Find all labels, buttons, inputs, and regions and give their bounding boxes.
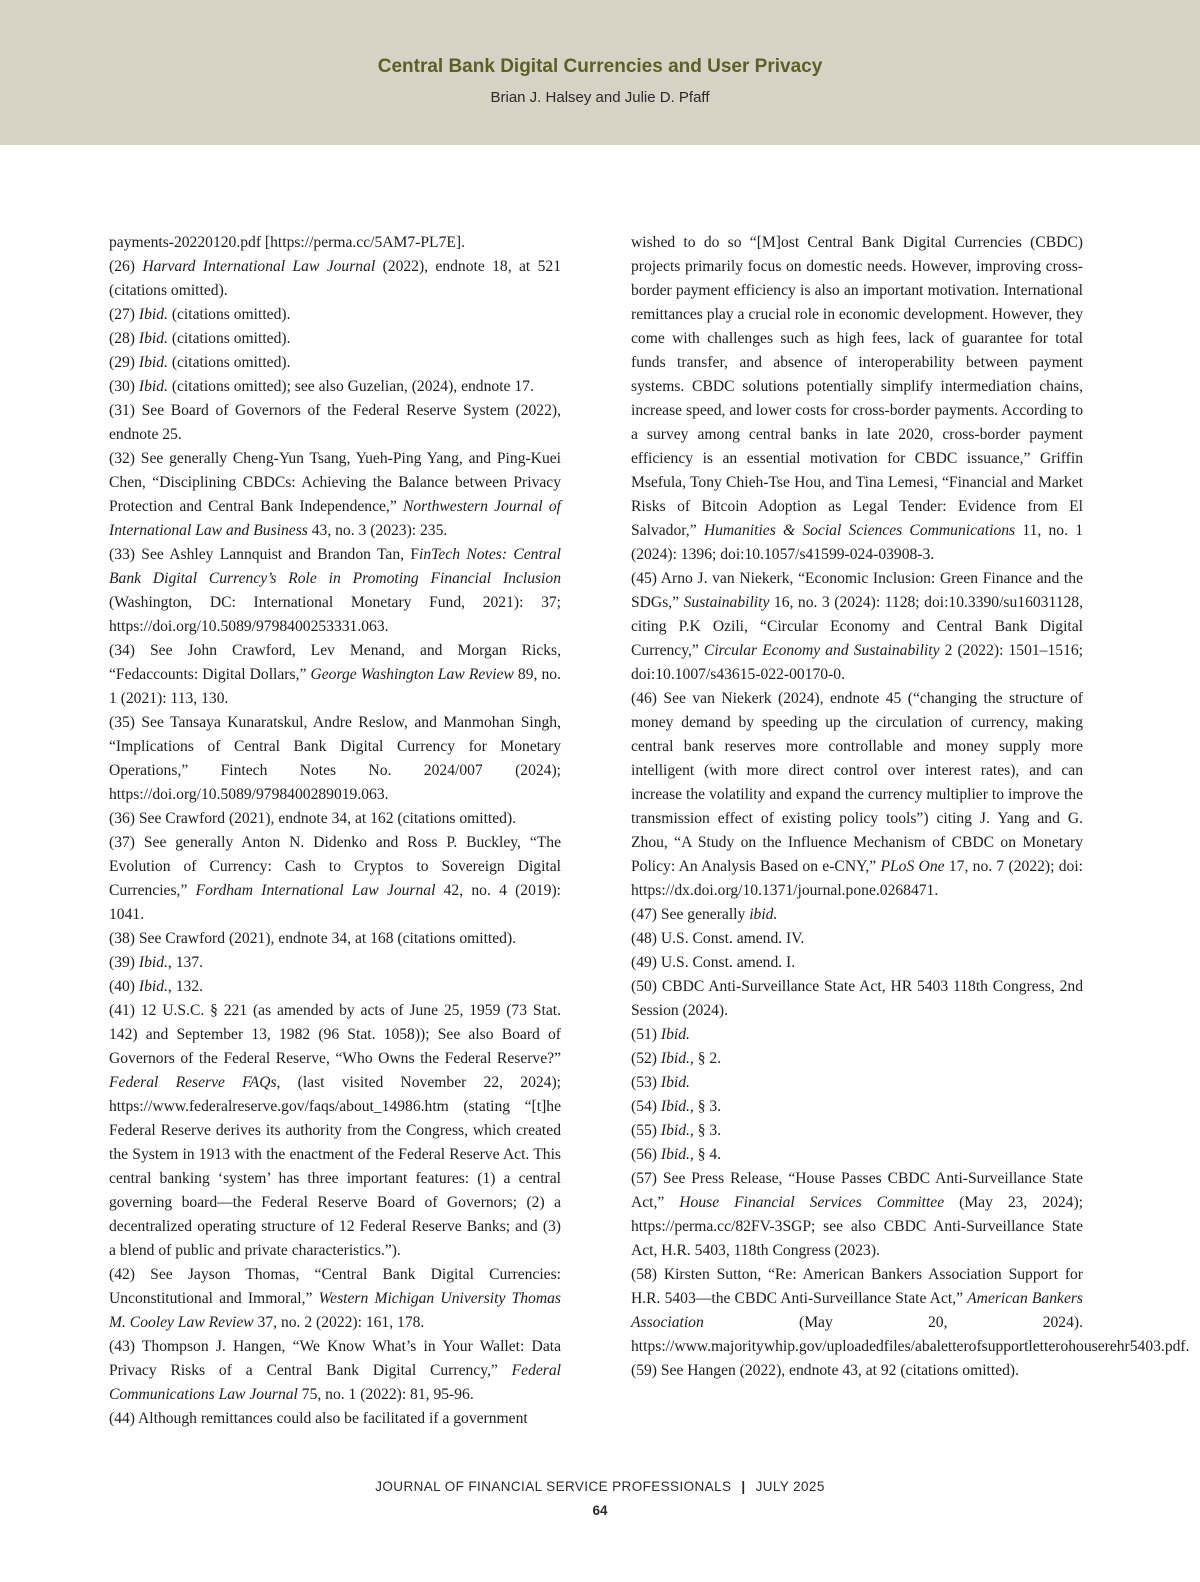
endnote-text: (35) See Tansaya Kunaratskul, Andre Reslow, and Manmohan Singh, “Implications of Central Bank Digital Currency for Monetary Operations,” Fintech Notes No. 2024/007 (2024); https://doi.org/10.5089/9798400289019.063. [109, 714, 561, 803]
endnote-text: 75, no. 1 (2022): 81, 95-96. [297, 1386, 474, 1403]
endnote-text: (42) See Jayson Thomas, “Central Bank Digital Currencies: Unconstitutional and Immoral,” [109, 1266, 561, 1307]
endnote-italic-text: Ibid. [138, 378, 168, 395]
header-banner [0, 0, 1200, 145]
endnote-italic-text: Western Michigan University Thomas M. Cooley Law Review [109, 1290, 561, 1331]
journal-name: JOURNAL OF FINANCIAL SERVICE PROFESSIONALS [375, 1479, 732, 1494]
endnote [109, 231, 561, 255]
endnote-text: 43, no. 3 (2023): 235. [307, 522, 448, 539]
endnote-text: (31) See Board of Governors of the Federal Reserve System (2022), endnote 25. [109, 402, 561, 443]
footer-separator: | [741, 1479, 746, 1494]
endnote-italic-text: Humanities & Social Sciences Communications [703, 522, 1016, 539]
endnote [631, 1143, 1083, 1167]
endnote-text: 42, no. 4 (2019): 1041. [109, 882, 561, 923]
footer [0, 1479, 1200, 1494]
endnote-text: (citations omitted). [167, 354, 291, 371]
endnote-italic-text: Northwestern Journal of International Law and Business [109, 498, 561, 539]
endnote [631, 687, 1083, 903]
endnote-italic-text: Ibid. [660, 1074, 690, 1091]
endnote [109, 327, 561, 351]
endnote-text: (37) See generally Anton N. Didenko and Ross P. Buckley, “The Evolution of Currency: Cash to Cryptos to Sovereign Digital Currencies,” [109, 834, 561, 899]
endnote [631, 231, 1083, 567]
endnote-text: (Washington, DC: International Monetary Fund, 2021): 37; https://doi.org/10.5089/9798400253331.063. [109, 594, 561, 635]
endnote [631, 1263, 1190, 1359]
endnote-text: (56) [631, 1146, 661, 1163]
article-title: Central Bank Digital Currencies and User Privacy [377, 56, 823, 77]
endnote-text: (44) Although remittances could also be facilitated if a government [109, 1410, 528, 1427]
endnote-text: (39) [109, 954, 139, 971]
endnote-text: (57) See Press Release, “House Passes CBDC Anti-Surveillance State Act,” [631, 1170, 1083, 1211]
endnote-text: 17, no. 7 (2022); doi: https://dx.doi.org/10.1371/journal.pone.0268471. [631, 858, 1083, 899]
endnote-text: (54) [631, 1098, 661, 1115]
endnote-italic-text: Ibid., [660, 1098, 694, 1115]
endnote [109, 447, 561, 543]
endnote [631, 1359, 1083, 1383]
endnote [109, 999, 561, 1263]
endnote-italic-text: Circular Economy and Sustainability [703, 642, 940, 659]
endnote-text: (47) See generally [631, 906, 750, 923]
endnote-text: (26) [109, 258, 143, 275]
endnote-text: (33) See Ashley Lannquist and Brandon Tan, F [109, 546, 419, 563]
endnote [109, 1335, 561, 1407]
endnote [109, 711, 561, 807]
endnote-italic-text: Ibid., [660, 1146, 694, 1163]
endnote-text: wished to do so “[M]ost Central Bank Digital Currencies (CBDC) projects primarily focus on domestic needs. However, improving cross-border payment efficiency is also an important motivation. International remittances play a crucial role in economic development. However, they come with challenges such as high fees, lack of guarantee for total funds transfer, and absence of interoperability between payment systems. CBDC solutions potentially simplify intermediation chains, increase speed, and lower costs for cross-border payments. According to a survey among central banks in late 2020, cross-border payment efficiency is an essential motivation for CBDC issuance,” Griffin Msefula, Tony Chieh-Tse Hou, and Tina Lemesi, “Financial and Market Risks of Bitcoin Adoption as Legal Tender: Evidence from El Salvador,” [631, 234, 1083, 539]
endnote-text: payments-20220120.pdf [https://perma.cc/5AM7-PL7E]. [109, 234, 465, 251]
endnote-text: (citations omitted). [167, 306, 291, 323]
endnote-text: (32) See generally Cheng-Yun Tsang, Yueh-Ping Yang, and Ping-Kuei Chen, “Disciplining CBDCs: Achieving the Balance between Privacy Protection and Central Bank Independence,” [109, 450, 561, 515]
endnote-text: (58) Kirsten Sutton, “Re: American Bankers Association Support for H.R. 5403—the CBDC Anti-Surveillance State Act,” [631, 1266, 1083, 1307]
endnote-text: (36) See Crawford (2021), endnote 34, at 162 (citations omitted). [109, 810, 517, 827]
endnote-text: , 137. [167, 954, 204, 971]
endnotes-left-column [109, 231, 561, 1431]
endnote-text: (citations omitted); see also Guzelian, (2024), endnote 17. [167, 378, 534, 395]
endnote-text: (34) See John Crawford, Lev Menand, and Morgan Ricks, “Fedaccounts: Digital Dollars,” [109, 642, 561, 683]
endnote [109, 255, 561, 303]
endnote-italic-text: inTech Notes: Central Bank Digital Currency’s Role in Promoting Financial Inclusion [109, 546, 561, 587]
endnote-text: (2022), endnote 18, at 521 (citations omitted). [109, 258, 561, 299]
endnote-text: (May 20, 2024). https://www.majoritywhip.gov/uploadedfiles/abaletterofsupportletterohouserehr5403.pdf. [631, 1314, 1190, 1355]
endnote-italic-text: PLoS One [880, 858, 945, 875]
endnote [109, 351, 561, 375]
endnote [109, 375, 561, 399]
endnote [631, 1023, 1083, 1047]
endnote [109, 807, 561, 831]
endnote-text: 16, no. 3 (2024): 1128; doi:10.3390/su16031128, citing P.K Ozili, “Circular Economy and Central Bank Digital Currency,” [631, 594, 1083, 659]
endnote-text: (30) [109, 378, 139, 395]
endnote [109, 639, 561, 711]
endnote [631, 903, 1083, 927]
endnote-text: (41) 12 U.S.C. § 221 (as amended by acts of June 25, 1959 (73 Stat. 142) and September 13, 1982 (96 Stat. 1058)); See also Board of Governors of the Federal Reserve, “Who Owns the Federal Reserve?” [109, 1002, 561, 1067]
endnote-italic-text: Ibid. [660, 1026, 690, 1043]
article-authors: Brian J. Halsey and Julie D. Pfaff [490, 89, 710, 106]
endnote [631, 567, 1083, 687]
endnote-text: (46) See van Niekerk (2024), endnote 45 (“changing the structure of money demand by speeding up the circulation of currency, making central bank reserves more controllable and money supply more intelligent (with more direct control over interest rates), and can increase the volatility and expand the currency multiplier to improve the transmission effect of existing policy tools”) citing J. Yang and G. Zhou, “A Study on the Influence Mechanism of CBDC on Monetary Policy: An Analysis Based on e-CNY,” [631, 690, 1083, 875]
endnote [109, 303, 561, 327]
endnote [109, 975, 561, 999]
endnote [109, 1407, 561, 1431]
endnote-italic-text: Ibid. [138, 330, 168, 347]
endnote-italic-text: Sustainability [683, 594, 770, 611]
endnote [109, 951, 561, 975]
endnote-text: (45) Arno J. van Niekerk, “Economic Inclusion: Green Finance and the SDGs,” [631, 570, 1083, 611]
endnote-italic-text: Ibid., [660, 1050, 694, 1067]
endnote-italic-text: ibid. [749, 906, 778, 923]
endnote [109, 927, 561, 951]
endnote-text: (55) [631, 1122, 661, 1139]
endnote-text: 11, no. 1 (2024): 1396; doi:10.1057/s41599-024-03908-3. [631, 522, 1083, 563]
endnote [631, 1047, 1083, 1071]
endnote [109, 399, 561, 447]
endnote-text: (28) [109, 330, 139, 347]
endnote-text: (43) Thompson J. Hangen, “We Know What’s in Your Wallet: Data Privacy Risks of a Central Bank Digital Currency,” [109, 1338, 561, 1379]
endnote-italic-text: Fordham International Law Journal [195, 882, 436, 899]
endnote-text: (51) [631, 1026, 661, 1043]
endnote-text: 89, no. 1 (2021): 113, 130. [109, 666, 561, 707]
endnote [631, 1167, 1083, 1263]
endnote-text: (52) [631, 1050, 661, 1067]
endnote [631, 1095, 1083, 1119]
endnote-text: § 4. [693, 1146, 722, 1163]
endnote-text: (29) [109, 354, 139, 371]
endnote-text: (last visited November 22, 2024); https://www.federalreserve.gov/faqs/about_14986.htm (stating “[t]he Federal Reserve derives its authority from the Congress, which created the System in 1913 with the enactment of the Federal Reserve Act. This central banking ‘system’ has three important features: (1) a central governing board—the Federal Reserve Board of Governors; (2) a decentralized operating structure of 12 Federal Reserve Banks; and (3) a blend of public and private characteristics.”). [109, 1074, 561, 1259]
endnote-italic-text: House Financial Services Committee [679, 1194, 945, 1211]
endnote-text: (38) See Crawford (2021), endnote 34, at 168 (citations omitted). [109, 930, 517, 947]
endnote [631, 975, 1083, 1023]
endnote-italic-text: American Bankers Association [631, 1290, 1084, 1331]
endnote-text: (citations omitted). [167, 330, 291, 347]
endnote-text: § 3. [693, 1122, 722, 1139]
endnote-italic-text: Ibid. [138, 354, 168, 371]
endnote [109, 831, 561, 927]
endnote-italic-text: Ibid. [138, 306, 168, 323]
endnote-text: (40) [109, 978, 139, 995]
endnote-text: (50) CBDC Anti-Surveillance State Act, HR 5403 118th Congress, 2nd Session (2024). [631, 978, 1083, 1019]
endnote [631, 927, 1083, 951]
endnote-text: § 3. [693, 1098, 722, 1115]
endnote-italic-text: Ibid., [660, 1122, 694, 1139]
endnote-italic-text: Federal Reserve FAQs, [109, 1074, 281, 1091]
endnote-italic-text: Ibid. [138, 954, 168, 971]
endnote-text: (53) [631, 1074, 661, 1091]
endnote-italic-text: Federal Communications Law Journal [109, 1362, 561, 1403]
endnote-text: , 132. [167, 978, 204, 995]
endnote-text: (59) See Hangen (2022), endnote 43, at 92 (citations omitted). [631, 1362, 1020, 1379]
endnote-italic-text: Harvard International Law Journal [142, 258, 376, 275]
endnote-italic-text: George Washington Law Review [310, 666, 514, 683]
endnote-text: (27) [109, 306, 139, 323]
endnote-text: § 2. [693, 1050, 722, 1067]
endnotes-right-column [631, 231, 1190, 1383]
endnote [109, 1263, 561, 1335]
endnote [631, 1119, 1083, 1143]
endnote-text: (May 23, 2024); https://perma.cc/82FV-3SGP; see also CBDC Anti-Surveillance State Act, H.R. 5403, 118th Congress (2023). [631, 1194, 1084, 1259]
endnote-text: 37, no. 2 (2022): 161, 178. [253, 1314, 425, 1331]
endnote-text: 2 (2022): 1501–1516; doi:10.1007/s43615-022-00170-0. [631, 642, 1083, 683]
issue-date: JULY 2025 [755, 1479, 825, 1494]
endnote-text: (49) U.S. Const. amend. I. [631, 954, 796, 971]
endnote [631, 1071, 1083, 1095]
page-number: 64 [592, 1503, 608, 1518]
endnote [631, 951, 1083, 975]
endnote-italic-text: Ibid. [138, 978, 168, 995]
endnote-text: (48) U.S. Const. amend. IV. [631, 930, 805, 947]
endnote [109, 543, 561, 639]
